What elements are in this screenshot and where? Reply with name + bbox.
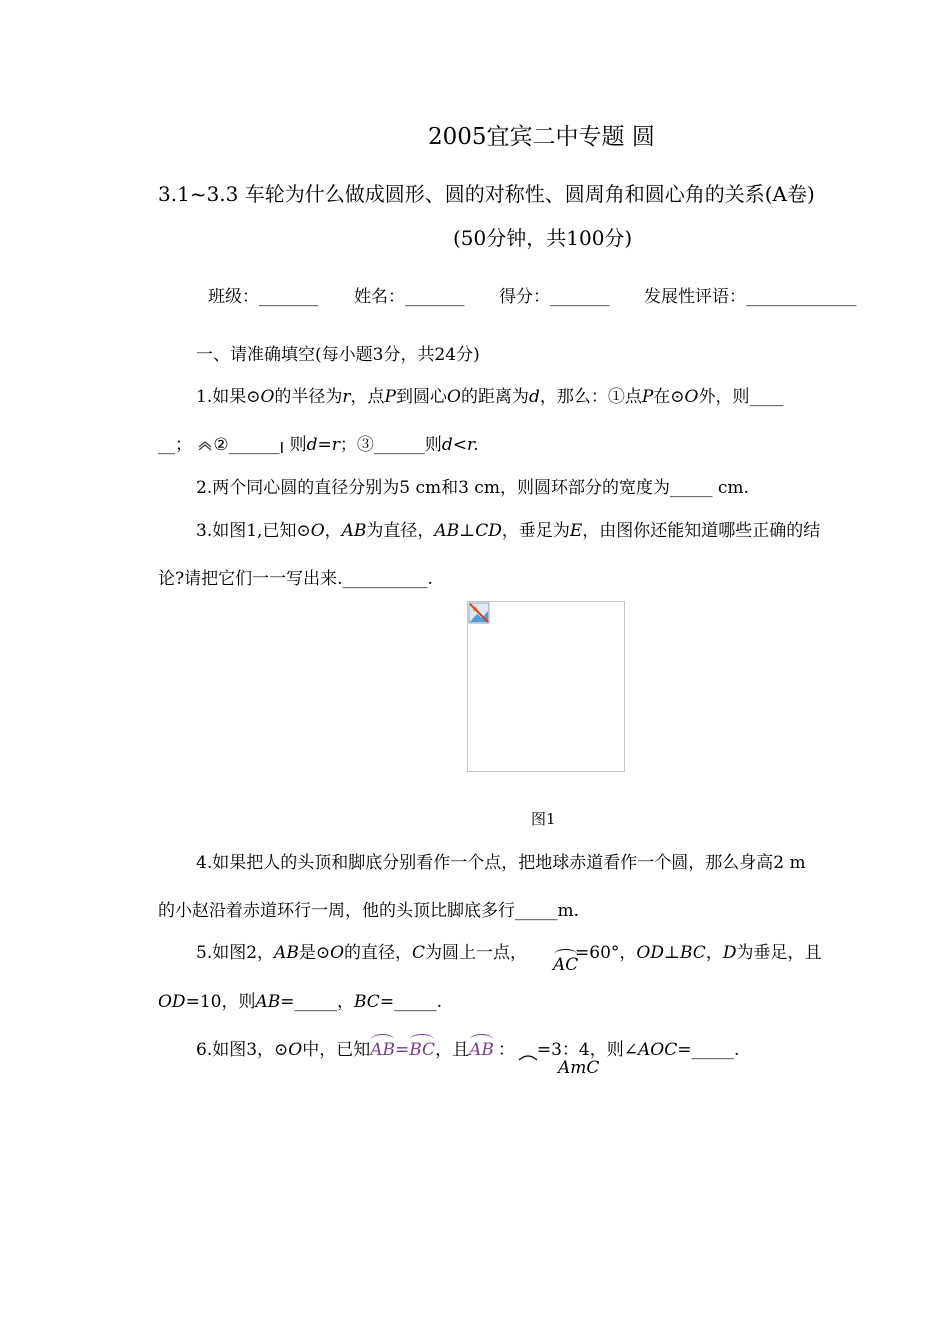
question-1-line-1: 1.如果⊙O的半径为r，点P到圆心O的距离为d，那么：①点P在⊙O外，则____	[196, 387, 784, 407]
broken-image-icon	[468, 602, 490, 624]
arc-ac-label: AC	[553, 955, 579, 975]
comment-field[interactable]: 发展性评语：_____________	[644, 287, 857, 307]
section-heading: 一、请准确填空(每小题3分，共24分)	[196, 345, 480, 365]
page-title: 2005宜宾二中专题 圆	[428, 124, 655, 150]
figure-1-caption: 图1	[531, 810, 556, 828]
class-field[interactable]: 班级：_______	[208, 287, 319, 307]
name-field[interactable]: 姓名：_______	[354, 287, 465, 307]
time-info: (50分钟，共100分)	[453, 226, 633, 250]
question-1-line-2: __； ②______I 则d=r；③______则d<r.	[158, 435, 479, 457]
question-4-line-1: 4.如果把人的头顶和脚底分别看作一个点，把地球赤道看作一个圆，那么身高2 m	[196, 853, 806, 873]
arc-amc-label: AmC	[558, 1058, 600, 1078]
question-5-line-2: OD=10，则AB=_____，BC=_____.	[158, 992, 442, 1012]
lesson-subtitle: 3.1~3.3 车轮为什么做成圆形、圆的对称性、圆周角和圆心角的关系(A卷)	[158, 182, 815, 206]
figure-1-image	[467, 601, 625, 772]
arc-ab-2: AB	[469, 1040, 494, 1060]
question-3-line-2: 论?请把它们一一写出来.__________.	[158, 569, 433, 589]
arc-ab: AB	[370, 1040, 395, 1060]
arc-bc: BC	[409, 1040, 436, 1060]
score-field[interactable]: 得分：_______	[499, 287, 610, 307]
question-5-line-1: 5.如图2，AB是⊙O的直径，C为圆上一点， =60°，OD⊥BC，D为垂足，且	[196, 943, 822, 963]
question-4-line-2: 的小赵沿着赤道环行一周，他的头顶比脚底多行_____m.	[158, 901, 580, 921]
question-6: 6.如图3，⊙O中，已知AB=BC，且AB ： =3：4，则∠AOC=_____.	[196, 1035, 739, 1060]
question-3-line-1: 3.如图1,已知⊙O，AB为直径，AB⊥CD，垂足为E，由图你还能知道哪些正确的结	[196, 521, 821, 541]
question-2: 2.两个同心圆的直径分别为5 cm和3 cm，则圆环部分的宽度为_____ cm.	[196, 478, 749, 498]
arc-symbol-icon	[517, 1053, 539, 1063]
chevron-up-double-icon	[197, 436, 213, 456]
cursor-mark: I	[279, 439, 285, 457]
